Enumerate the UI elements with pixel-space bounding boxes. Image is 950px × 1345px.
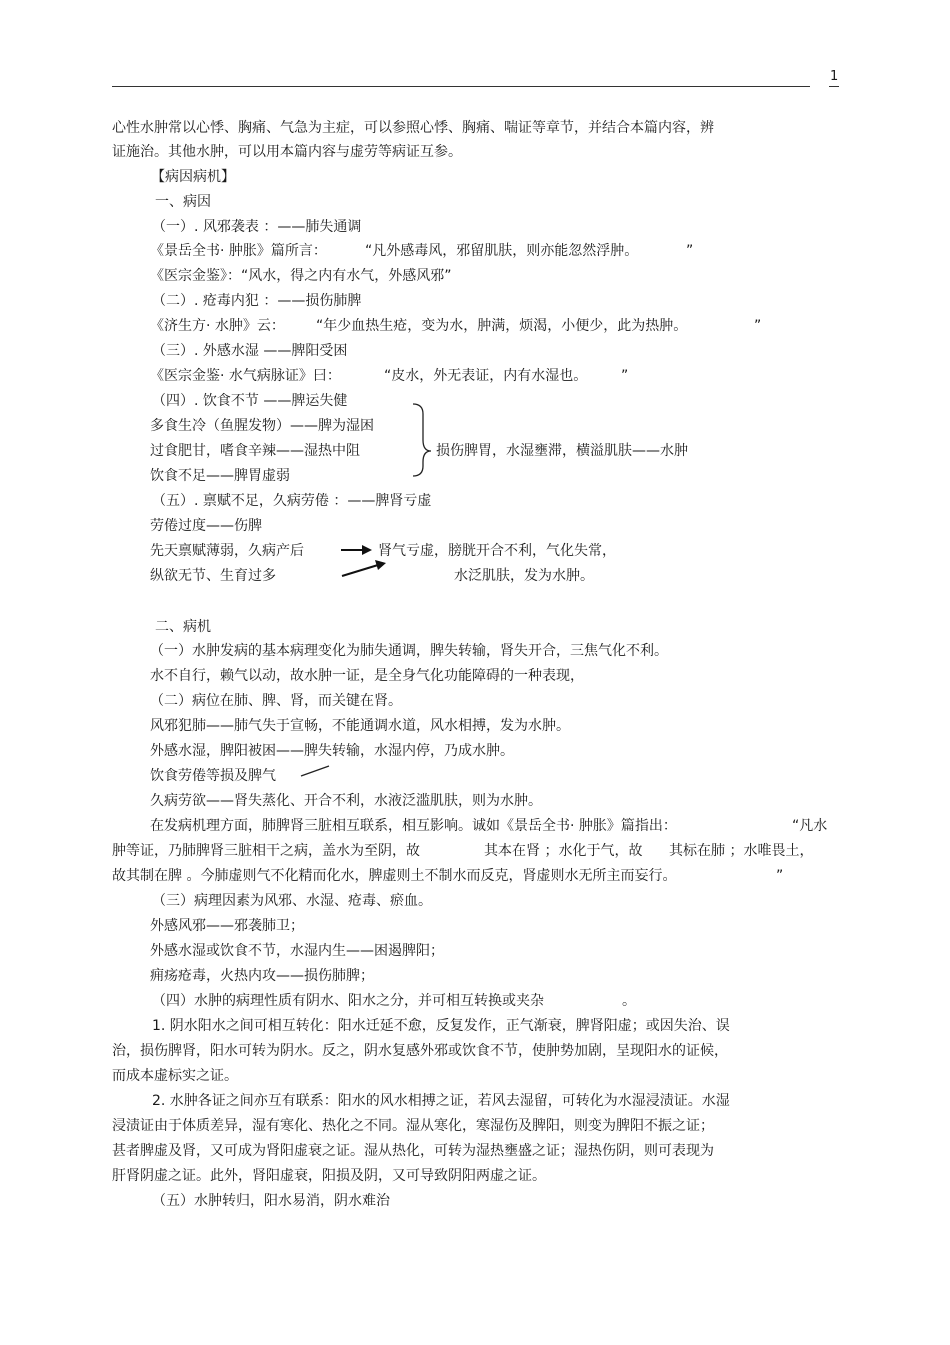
text-line: 外感水湿，脾阳被困——脾失转输，水湿内停，乃成水肿。 — [150, 743, 514, 759]
text-line: 纵欲无节、生育过多 — [150, 568, 276, 584]
text-line: （五）水肿转归，阳水易消，阴水难治 — [152, 1193, 390, 1209]
arrow-result: 水泛肌肤，发为水肿。 — [454, 568, 594, 584]
quote-text: “凡外感毒风，邪留肌肤，则亦能忽然浮肿。 — [365, 243, 639, 259]
text-line: 肿等证，乃肺脾肾三脏相干之病，盖水为至阴，故 — [112, 843, 420, 859]
slash-connector — [301, 766, 329, 776]
text-line: 1. 阴水阳水之间可相互转化：阳水迁延不愈，反复发作，正气渐衰，脾肾阳虚；或因失治、误 — [152, 1018, 730, 1034]
text-line: （三）. 外感水湿 ——脾阳受困 — [152, 343, 348, 359]
quote-close: ” — [776, 868, 784, 884]
subsection-heading: 一、病因 — [155, 194, 211, 210]
text-line: 。 — [622, 993, 636, 1009]
section-heading: 【病因病机】 — [151, 169, 235, 185]
text-line: 外感水湿或饮食不节，水湿内生——困遏脾阳； — [150, 943, 444, 959]
quote-source: 《医宗金鉴· 水气病脉证》曰： — [150, 368, 341, 384]
text-line: 外感风邪——邪袭肺卫； — [150, 918, 304, 934]
text-line: 证施治。其他水肿，可以用本篇内容与虚劳等病证互参。 — [112, 144, 462, 160]
quote-close: ” — [754, 318, 762, 334]
text-line: 而成本虚标实之证。 — [112, 1068, 238, 1084]
text-line: 肝肾阴虚之证。此外，肾阳虚衰，阳损及阴，又可导致阴阳两虚之证。 — [112, 1168, 546, 1184]
brace-result: 损伤脾胃，水湿壅滞，横溢肌肤——水肿 — [436, 443, 688, 459]
text-line: 久病劳欲——肾失蒸化、开合不利，水液泛滥肌肤，则为水肿。 — [150, 793, 542, 809]
text-line: 心性水肿常以心悸、胸痛、气急为主症，可以参照心悸、胸痛、喘证等章节，并结合本篇内容，辨 — [112, 120, 714, 136]
text-line: （一）水肿发病的基本病理变化为肺失通调，脾失转输，肾失开合，三焦气化不利。 — [150, 643, 668, 659]
text-line: 过食肥甘，嗜食辛辣——湿热中阻 — [150, 443, 360, 459]
quote-text: “年少血热生疮，变为水，肿满，烦渴，小便少，此为热肿。 — [316, 318, 688, 334]
text-line: 水不自行，赖气以动，故水肿一证，是全身气化功能障碍的一种表现， — [150, 668, 584, 684]
right-arrow-icon — [341, 545, 372, 555]
quote-open: “凡水 — [792, 818, 828, 834]
text-line: （三）病理因素为风邪、水湿、疮毒、瘀血。 — [152, 893, 432, 909]
text-line: 故其制在脾 。今肺虚则气不化精而化水，脾虚则土不制水而反克，肾虚则水无所主而妄行。 — [112, 868, 677, 884]
curly-brace-icon — [413, 404, 431, 476]
text-line: （二）. 疮毒内犯 ：——损伤肺脾 — [152, 293, 362, 309]
quote-close: ” — [621, 368, 629, 384]
text-line: （四）水肿的病理性质有阴水、阳水之分，并可相互转换或夹杂 — [152, 993, 544, 1009]
text-line: 饮食劳倦等损及脾气 — [150, 768, 276, 784]
text-line: 痈疡疮毒，火热内攻——损伤肺脾； — [150, 968, 374, 984]
text-line: 先天禀赋薄弱，久病产后 — [150, 543, 304, 559]
text-line: （二）病位在肺、脾、肾，而关键在肾。 — [150, 693, 402, 709]
text-line: 饮食不足——脾胃虚弱 — [150, 468, 290, 484]
text-line: 《医宗金鉴》：“风水，得之内有水气，外感风邪” — [150, 268, 452, 284]
diagonal-arrow-icon — [342, 560, 386, 576]
text-line: 风邪犯肺——肺气失于宣畅，不能通调水道，风水相搏，发为水肿。 — [150, 718, 570, 734]
text-line: 2. 水肿各证之间亦互有联系：阳水的风水相搏之证，若风去湿留，可转化为水湿浸渍证。水湿 — [152, 1093, 730, 1109]
text-line: 甚者脾虚及肾，又可成为肾阳虚衰之证。湿从热化，可转为湿热壅盛之证；湿热伤阴，则可表现为 — [112, 1143, 714, 1159]
arrow-result: 肾气亏虚，膀胱开合不利，气化失常， — [378, 543, 616, 559]
text-line: 浸渍证由于体质差异，湿有寒化、热化之不同。湿从寒化，寒湿伤及脾阳，则变为脾阳不振之证； — [112, 1118, 714, 1134]
text-line: （四）. 饮食不节 ——脾运失健 — [152, 393, 348, 409]
quote-source: 《济生方· 水肿》云： — [150, 318, 285, 334]
text-line: （一）. 风邪袭表 ：——肺失通调 — [152, 219, 362, 235]
text-line: 其本在肾 ；水化于气，故 — [484, 843, 643, 859]
subsection-heading: 二、病机 — [155, 619, 211, 635]
quote-close: ” — [686, 243, 694, 259]
text-line: 劳倦过度——伤脾 — [150, 518, 262, 534]
text-line: 多食生冷（鱼腥发物）——脾为湿困 — [150, 418, 374, 434]
text-line: （五）. 禀赋不足，久病劳倦 ：——脾肾亏虚 — [152, 493, 432, 509]
text-line: 其标在肺 ；水唯畏土， — [669, 843, 814, 859]
page-number: 1 — [829, 70, 839, 87]
text-line: 在发病机理方面，肺脾肾三脏相互联系，相互影响。诚如《景岳全书· 肿胀》篇指出： — [150, 818, 677, 834]
quote-source: 《景岳全书· 肿胀》篇所言： — [150, 243, 327, 259]
text-line: 治，损伤脾肾，阳水可转为阴水。反之，阴水复感外邪或饮食不节，使肿势加剧，呈现阳水的证候， — [112, 1043, 728, 1059]
quote-text: “皮水，外无表证，内有水湿也。 — [384, 368, 588, 384]
